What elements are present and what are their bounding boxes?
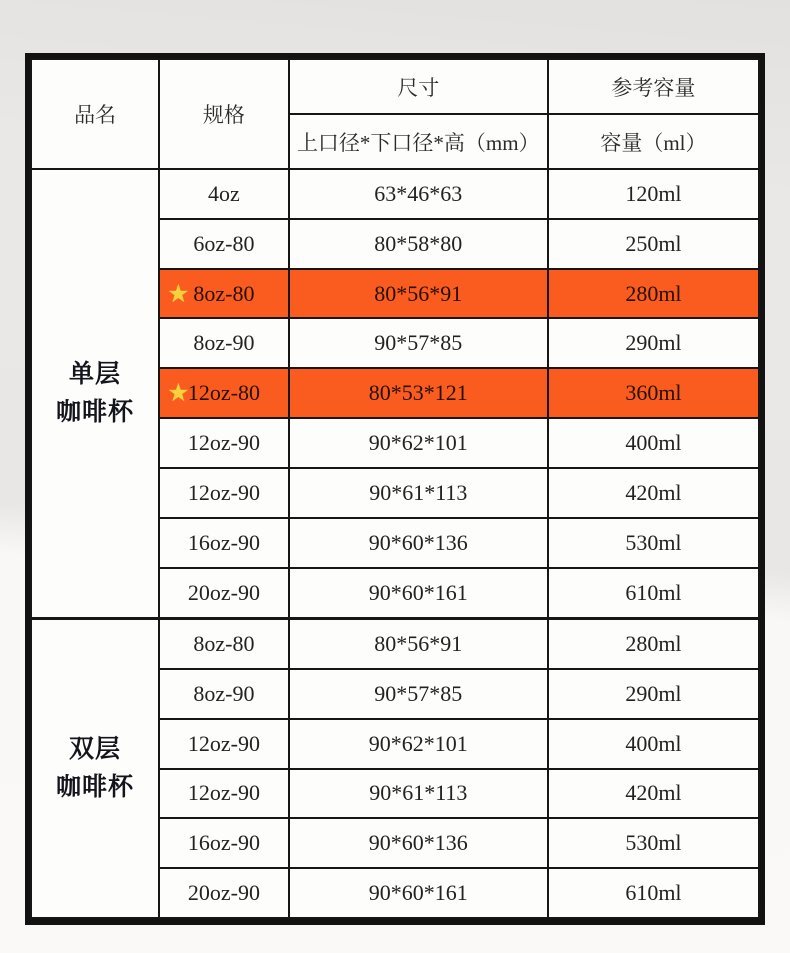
size-cell: 90*61*113 (289, 769, 548, 819)
table-row (31, 169, 759, 219)
size-cell: 80*56*91 (289, 618, 548, 669)
capacity-cell: 280ml (548, 269, 759, 319)
header-size: 尺寸 (289, 59, 548, 114)
size-cell: 90*57*85 (289, 669, 548, 719)
capacity-cell: 400ml (548, 418, 759, 468)
spec-cell: 12oz-90 (159, 769, 289, 819)
spec-cell: 8oz-80 (159, 618, 289, 669)
header-spec: 规格 (159, 59, 289, 169)
capacity-cell: 360ml (548, 368, 759, 418)
size-cell: 90*62*101 (289, 418, 548, 468)
header-product-name: 品名 (31, 59, 159, 169)
header-size-detail: 上口径*下口径*高（mm） (289, 114, 548, 169)
spec-cell: 8oz-90 (159, 669, 289, 719)
spec-cell: 12oz-90 (159, 418, 289, 468)
spec-cell: 12oz-90 (159, 468, 289, 518)
size-cell: 90*60*136 (289, 518, 548, 568)
capacity-cell: 610ml (548, 568, 759, 619)
size-cell: 90*60*161 (289, 868, 548, 918)
size-cell: 80*58*80 (289, 219, 548, 269)
product-group-line1: 单层 (69, 360, 122, 389)
spec-cell (159, 368, 289, 418)
product-group-label-single (31, 169, 159, 618)
spec-cell: 20oz-90 (159, 568, 289, 619)
spec-cell: 16oz-90 (159, 518, 289, 568)
spec-label: 12oz-80 (187, 380, 260, 406)
table-header-row (31, 59, 759, 114)
capacity-cell: 420ml (548, 468, 759, 518)
spec-cell: 16oz-90 (159, 818, 289, 868)
capacity-cell: 530ml (548, 818, 759, 868)
spec-cell: 20oz-90 (159, 868, 289, 918)
spec-cell: 8oz-90 (159, 318, 289, 368)
star-icon: ★ (167, 378, 190, 408)
size-cell: 63*46*63 (289, 169, 548, 219)
product-group-line1: 双层 (69, 735, 122, 764)
size-cell: 90*60*136 (289, 818, 548, 868)
spec-cell: 6oz-80 (159, 219, 289, 269)
capacity-cell: 250ml (548, 219, 759, 269)
size-cell: 80*53*121 (289, 368, 548, 418)
capacity-cell: 290ml (548, 669, 759, 719)
size-cell: 90*57*85 (289, 318, 548, 368)
star-icon: ★ (167, 278, 190, 308)
product-group-label-double (31, 618, 159, 918)
capacity-cell: 610ml (548, 868, 759, 918)
spec-label: 8oz-80 (193, 280, 255, 306)
size-cell: 80*56*91 (289, 269, 548, 319)
capacity-cell: 120ml (548, 169, 759, 219)
size-cell: 90*61*113 (289, 468, 548, 518)
size-cell: 90*60*161 (289, 568, 548, 619)
spec-cell: 12oz-90 (159, 719, 289, 769)
capacity-cell: 290ml (548, 318, 759, 368)
spec-cell: 4oz (159, 169, 289, 219)
spec-table (30, 58, 760, 919)
size-cell: 90*62*101 (289, 719, 548, 769)
spec-cell (159, 269, 289, 319)
header-capacity-detail: 容量（ml） (548, 114, 759, 169)
capacity-cell: 400ml (548, 719, 759, 769)
product-group-line2: 咖啡杯 (56, 398, 135, 427)
product-spec-table (25, 53, 765, 925)
capacity-cell: 280ml (548, 618, 759, 669)
capacity-cell: 530ml (548, 518, 759, 568)
capacity-cell: 420ml (548, 769, 759, 819)
product-group-line2: 咖啡杯 (56, 773, 135, 802)
header-capacity: 参考容量 (548, 59, 759, 114)
table-row (31, 618, 759, 669)
